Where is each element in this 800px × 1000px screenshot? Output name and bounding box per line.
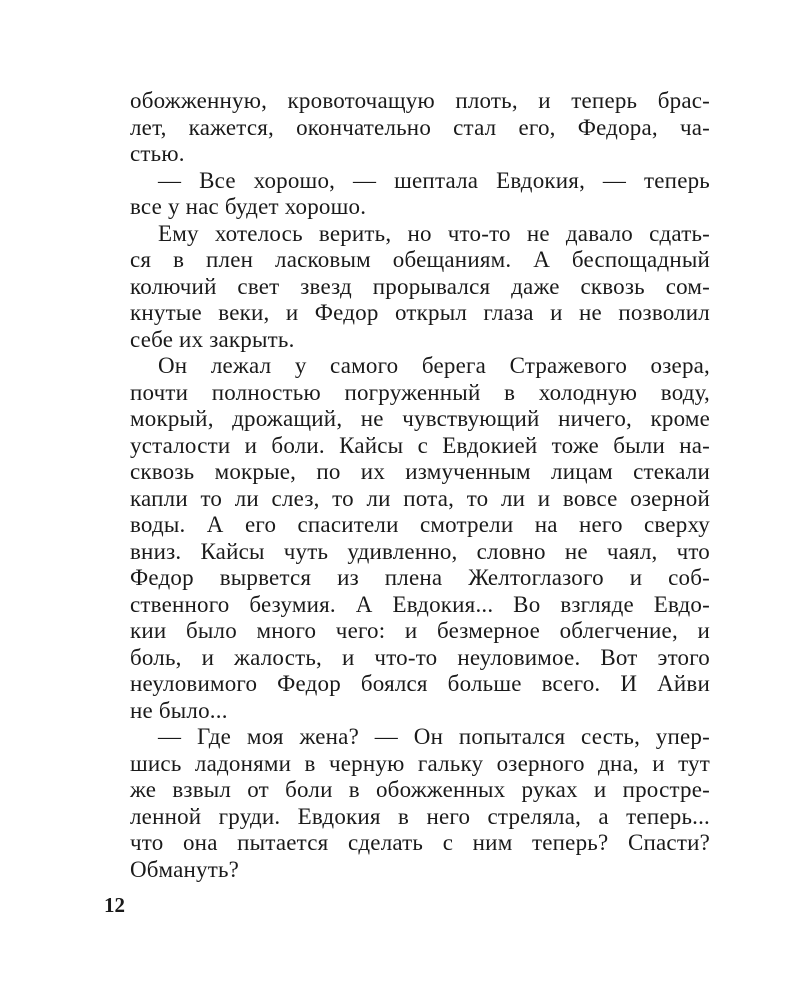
text-line: капли то ли слез, то ли пота, то ли и вовсе озерной bbox=[130, 485, 710, 511]
text-line: ся в плен ласковым обещаниям. А беспощадный bbox=[130, 247, 710, 272]
text-line: вниз. Кайсы чуть удивленно, словно не чаял, что bbox=[130, 538, 710, 564]
text-line: воды. А его спасители смотрели на него сверху bbox=[130, 512, 710, 537]
text-line: почти полностью погруженный в холодную воду, bbox=[130, 379, 710, 405]
text-line: Ему хотелось верить, но что-то не давало сдать- bbox=[158, 220, 710, 246]
text-line: мокрый, дрожащий, не чувствующий ничего, кроме bbox=[130, 406, 710, 431]
text-line: — Все хорошо, — шептала Евдокия, — теперь bbox=[158, 167, 710, 193]
body-text bbox=[130, 88, 710, 883]
text-line: лет, кажется, окончательно стал его, Федора, ча- bbox=[130, 114, 710, 140]
text-line: боль, и жалость, и что-то неуловимое. Вот этого bbox=[130, 644, 710, 670]
text-line: шись ладонями в черную гальку озерного дна, и тут bbox=[130, 750, 710, 776]
text-line: обожженную, кровоточащую плоть, и теперь брас- bbox=[130, 88, 710, 113]
text-line: колючий свет звезд прорывался даже сквозь сом- bbox=[130, 273, 710, 299]
text-line: ственного безумия. А Евдокия... Во взгляде Евдо- bbox=[130, 591, 710, 617]
text-line: ленной груди. Евдокия в него стреляла, а теперь... bbox=[130, 803, 710, 829]
text-line: все у нас будет хорошо. bbox=[130, 194, 367, 219]
text-line: Он лежал у самого берега Стражевого озера, bbox=[158, 353, 710, 378]
text-line: усталости и боли. Кайсы с Евдокией тоже были на- bbox=[130, 432, 710, 458]
text-line: — Где моя жена? — Он попытался сесть, упер- bbox=[158, 724, 710, 749]
text-line: что она пытается сделать с ним теперь? Спасти? bbox=[130, 830, 710, 855]
text-line: стью. bbox=[130, 141, 185, 166]
text-line: Обмануть? bbox=[130, 856, 240, 882]
text-line: же взвыл от боли в обожженных руках и простре- bbox=[130, 777, 710, 802]
page-number: 12 bbox=[104, 893, 125, 917]
text-line: себе их закрыть. bbox=[130, 326, 295, 352]
text-line: кнутые веки, и Федор открыл глаза и не позволил bbox=[130, 300, 710, 325]
text-line: кии было много чего: и безмерное облегчение, и bbox=[130, 618, 710, 643]
text-line: Федор вырвется из плена Желтоглазого и соб- bbox=[130, 565, 710, 590]
text-line: не было... bbox=[130, 697, 228, 723]
text-line: сквозь мокрые, по их измученным лицам стекали bbox=[130, 459, 710, 484]
text-line: неуловимого Федор боялся больше всего. И Айви bbox=[130, 671, 710, 696]
